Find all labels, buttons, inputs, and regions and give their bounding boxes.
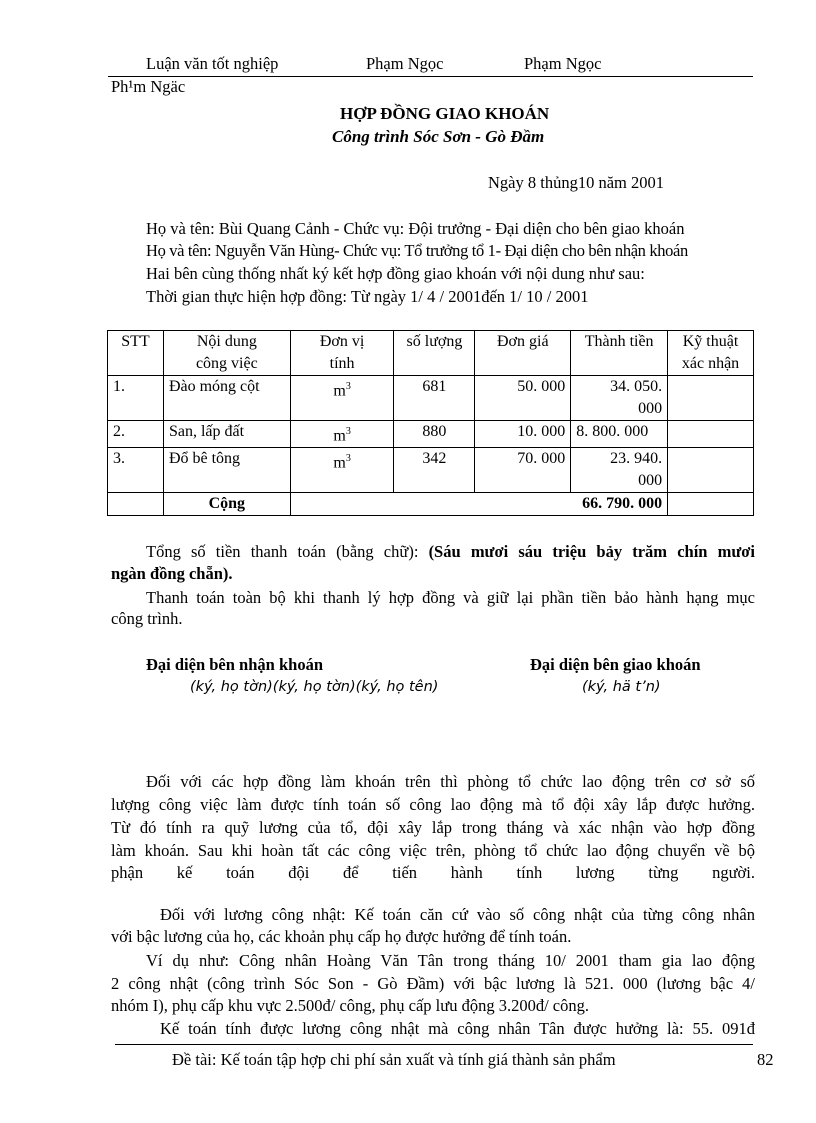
table-row [108, 421, 754, 448]
intro-line: Thời gian thực hiện hợp đồng: Từ ngày 1/ 4 / 2001đến 1/ 10 / 2001 [146, 287, 589, 306]
cell-quantity: 342 [394, 448, 475, 493]
cell-unit: $m^3$ [290, 421, 394, 448]
header-technical-confirm: Kỹ thuật xác nhận [668, 331, 754, 376]
cell-amount: 23. 940. 000 [571, 448, 668, 493]
header-rule [108, 76, 753, 77]
header-mid: Phạm Ngọc [366, 54, 444, 73]
header-amount: Thành tiền [571, 331, 668, 376]
body-paragraph-line: Đối với các hợp đồng làm khoán trên thì phòng tổ chức lao động trên cơ sở số [146, 772, 755, 791]
body-paragraph-line: phận kế toán đội để tiến hành tính lương từng người. [111, 863, 755, 882]
cell-quantity: 681 [394, 376, 475, 421]
cell-technical-confirm [668, 376, 754, 421]
cell-technical-confirm [668, 493, 754, 516]
header-stt: STT [108, 331, 164, 376]
header-quantity: số lượng [394, 331, 475, 376]
header-unit-price: Đơn giá [475, 331, 571, 376]
table-row [108, 448, 754, 493]
payment-line-1: Tổng số tiền thanh toán (bằng chữ): (Sáu mươi sáu triệu bảy trăm chín mươi [146, 542, 755, 561]
cell-stt: 2. [108, 421, 164, 448]
body-paragraph-line: Kế toán tính được lương công nhật mà công nhân Tân được hưởng là: 55. 091đ [160, 1019, 755, 1038]
contract-table [107, 330, 754, 516]
intro-line: Họ và tên: Bùi Quang Cảnh - Chức vụ: Đội trưởng - Đại diện cho bên giao khoán [146, 219, 685, 238]
cell-content: Đào móng cột [163, 376, 290, 421]
document-subtitle: Công trình Sóc Sơn - Gò Đầm [332, 127, 545, 146]
cell-stt: 3. [108, 448, 164, 493]
signature-left-subtitle: (ký, họ tờn)(ký, họ tờn)(ký, họ tên) [190, 679, 439, 695]
cell-technical-confirm [668, 448, 754, 493]
footer-text: Đề tài: Kế toán tập hợp chi phí sản xuất và tính giá thành sản phẩm [172, 1050, 616, 1069]
cell-quantity: 880 [394, 421, 475, 448]
total-label: Cộng [163, 493, 290, 516]
footer-rule [115, 1044, 753, 1045]
cell-amount: 8. 800. 000 [571, 421, 668, 448]
cell-stt: 1. [108, 376, 164, 421]
body-paragraph-line: Đối với lương công nhật: Kế toán căn cứ vào số công nhật của từng công nhân [160, 905, 755, 924]
header-left: Luận văn tốt nghiệp [146, 54, 279, 73]
contract-date: Ngày 8 thủng10 năm 2001 [488, 173, 664, 192]
signature-right-subtitle: (ký, hä t’n) [582, 679, 661, 695]
intro-line: Họ và tên: Nguyễn Văn Hùng- Chức vụ: Tổ trưởng tổ 1- Đại diện cho bên nhận khoán [146, 241, 688, 260]
table-row [108, 376, 754, 421]
payment-line-4: công trình. [111, 609, 183, 628]
cell-content: San, lấp đất [163, 421, 290, 448]
body-paragraph-line: lượng công việc làm được tính toán số công lao động mà tổ đội xây lắp được hưởng. [111, 795, 755, 814]
header-content: Nội dung công việc [163, 331, 290, 376]
body-paragraph-line: nhóm I), phụ cấp khu vực 2.500đ/ công, phụ cấp lưu động 3.200đ/ công. [111, 996, 589, 1015]
header-second-line: Ph¹m Ngäc [111, 77, 186, 96]
payment-line-3: Thanh toán toàn bộ khi thanh lý hợp đồng và giữ lại phần tiền bảo hành hạng mục [146, 588, 755, 607]
cell-unit: $m^3$ [290, 448, 394, 493]
total-value: 66. 790. 000 [290, 493, 667, 516]
cell-content: Đổ bê tông [163, 448, 290, 493]
body-paragraph-line: làm khoán. Sau khi hoàn tất các công việc trên, phòng tổ chức lao động chuyển về bộ [111, 841, 755, 860]
body-paragraph-line: Từ đó tính ra quỹ lương của tổ, đội xây lắp trong tháng và xác nhận vào hợp đồng [111, 818, 755, 837]
cell-unit-price: 50. 000 [475, 376, 571, 421]
signature-left-title: Đại diện bên nhận khoán [146, 655, 323, 674]
cell-stt [108, 493, 164, 516]
cell-technical-confirm [668, 421, 754, 448]
header-unit: Đơn vị tính [290, 331, 394, 376]
cell-unit-price: 70. 000 [475, 448, 571, 493]
header-right: Phạm Ngọc [524, 54, 602, 73]
table-total-row [108, 493, 754, 516]
cell-unit: $m^3$ [290, 376, 394, 421]
cell-amount: 34. 050. 000 [571, 376, 668, 421]
body-paragraph-line: với bậc lương của họ, các khoản phụ cấp họ được hưởng để tính toán. [111, 927, 572, 946]
intro-line: Hai bên cùng thống nhất ký kết hợp đồng giao khoán với nội dung như sau: [146, 264, 645, 283]
signature-right-title: Đại diện bên giao khoán [530, 655, 701, 674]
body-paragraph-line: 2 công nhật (công trình Sóc Son - Gò Đầm) với bậc lương là 521. 000 (lương bậc 4/ [111, 974, 755, 993]
document-title: HỢP ĐỒNG GIAO KHOÁN [340, 104, 550, 123]
table-header-row [108, 331, 754, 376]
body-paragraph-line: Ví dụ như: Công nhân Hoàng Văn Tân trong tháng 10/ 2001 tham gia lao động [146, 951, 755, 970]
payment-line-2: ngàn đồng chẵn). [111, 564, 233, 583]
cell-unit-price: 10. 000 [475, 421, 571, 448]
page-number: 82 [757, 1050, 774, 1069]
